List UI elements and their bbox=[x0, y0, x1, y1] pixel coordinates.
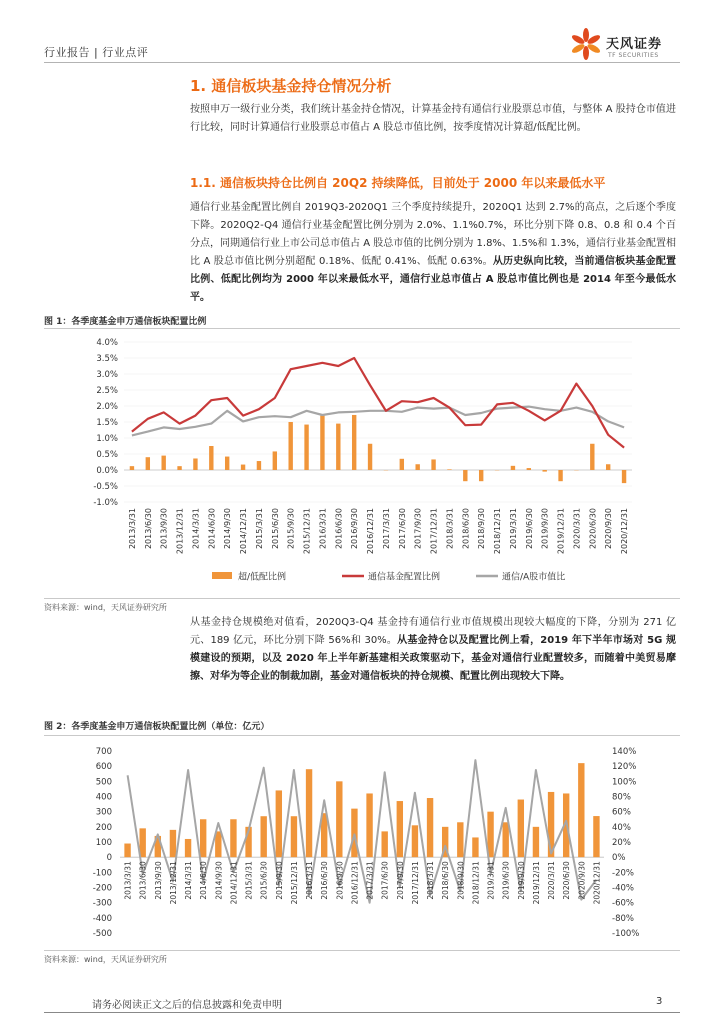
header-divider bbox=[44, 62, 680, 63]
y-left-tick-label: 0 bbox=[106, 853, 112, 864]
bar-fund-holding bbox=[427, 798, 433, 857]
section-intro: 按照申万一级行业分类，我们统计基金持仓情况，计算基金持有通信行业股票总市值，与整体 A 股持仓市值进行比较，同时计算通信行业股票总市值占 A 股总市值比例，按季度情况计算超/低配比例。 bbox=[190, 104, 676, 133]
x-tick-label: 2014/3/31 bbox=[184, 861, 194, 900]
bar-fund-holding bbox=[230, 819, 236, 857]
x-tick-label: 2018/12/31 bbox=[493, 508, 503, 555]
x-tick-label: 2014/6/30 bbox=[199, 861, 209, 900]
y-right-tick-label: -20% bbox=[612, 868, 634, 879]
legend-label: 超/低配比例 bbox=[238, 572, 287, 583]
x-tick-label: 2018/6/30 bbox=[441, 861, 451, 900]
bar-fund-holding bbox=[124, 844, 130, 858]
bar-overweight bbox=[415, 464, 419, 470]
bar-fund-holding bbox=[472, 837, 478, 857]
x-tick-label: 2016/3/31 bbox=[318, 508, 328, 550]
bar-fund-holding bbox=[412, 825, 418, 857]
bar-overweight bbox=[225, 457, 229, 470]
x-tick-label: 2016/6/30 bbox=[334, 508, 344, 550]
bar-overweight bbox=[622, 470, 626, 483]
x-tick-label: 2019/3/31 bbox=[508, 508, 518, 550]
x-tick-label: 2016/9/30 bbox=[335, 861, 345, 900]
y-left-tick-label: 500 bbox=[95, 777, 112, 788]
x-tick-label: 2020/6/30 bbox=[562, 861, 572, 900]
bar-fund-holding bbox=[291, 816, 297, 857]
x-tick-label: 2016/9/30 bbox=[350, 508, 360, 550]
x-tick-label: 2016/3/31 bbox=[305, 861, 315, 900]
bar-overweight bbox=[273, 451, 277, 470]
bar-overweight bbox=[352, 415, 356, 470]
y-right-tick-label: 0% bbox=[612, 853, 626, 864]
bar-fund-holding bbox=[170, 830, 176, 857]
page-number: 3 bbox=[656, 996, 663, 1007]
bar-overweight bbox=[304, 425, 308, 470]
legend-label: 通信基金配置比例 bbox=[368, 572, 441, 583]
paragraph-normal: 从基金持仓规模绝对值看，2020Q3-Q4 基金持有通信行业市值规模出现较大幅度的下降，分别为 271 亿元、189 亿元，环比分别下降 56%和 30%。 bbox=[190, 617, 676, 646]
bar-fund-holding bbox=[185, 839, 191, 857]
x-tick-label: 2019/6/30 bbox=[501, 861, 511, 900]
y-tick-label: 0.5% bbox=[96, 450, 118, 460]
y-tick-label: 1.5% bbox=[96, 418, 118, 428]
x-tick-label: 2015/12/31 bbox=[289, 861, 299, 905]
bar-overweight bbox=[320, 416, 324, 470]
x-tick-label: 2017/12/31 bbox=[429, 508, 439, 555]
x-tick-label: 2017/3/31 bbox=[365, 861, 375, 900]
bar-fund-holding bbox=[260, 816, 266, 857]
x-tick-label: 2018/3/31 bbox=[445, 508, 455, 550]
figure1-top-rule bbox=[44, 328, 680, 329]
x-tick-label: 2017/12/31 bbox=[410, 861, 420, 905]
bar-fund-holding bbox=[351, 809, 357, 858]
y-left-tick-label: -500 bbox=[92, 929, 112, 939]
x-tick-label: 2013/12/31 bbox=[168, 861, 178, 905]
x-tick-label: 2020/12/31 bbox=[620, 508, 630, 555]
x-tick-label: 2014/9/30 bbox=[214, 861, 224, 900]
figure2-title: 图 2：各季度基金申万通信板块配置比例（单位：亿元） bbox=[44, 722, 270, 732]
figure2-bottom-rule bbox=[44, 950, 680, 951]
figure1-chart bbox=[44, 330, 680, 598]
report-category: 行业报告 | 行业点评 bbox=[44, 46, 149, 59]
x-tick-label: 2020/3/31 bbox=[547, 861, 557, 900]
y-left-tick-label: -400 bbox=[92, 913, 112, 924]
bar-overweight bbox=[257, 461, 261, 470]
section-title: 1. 通信板块基金持仓情况分析 bbox=[190, 77, 392, 95]
logo-english: TF SECURITIES bbox=[608, 52, 659, 59]
x-tick-label: 2017/9/30 bbox=[413, 508, 423, 550]
x-tick-label: 2020/9/30 bbox=[604, 508, 614, 550]
y-tick-label: 2.5% bbox=[96, 386, 118, 396]
x-tick-label: 2015/12/31 bbox=[302, 508, 312, 555]
y-tick-label: 4.0% bbox=[96, 338, 118, 348]
y-tick-label: -1.0% bbox=[93, 498, 118, 508]
x-tick-label: 2019/6/30 bbox=[524, 508, 534, 550]
y-left-tick-label: -200 bbox=[92, 883, 112, 894]
y-tick-label: 2.0% bbox=[96, 402, 118, 412]
y-right-tick-label: 100% bbox=[612, 777, 637, 788]
bar-fund-holding bbox=[397, 801, 403, 857]
bar-overweight bbox=[288, 422, 292, 470]
y-tick-label: 1.0% bbox=[96, 434, 118, 444]
bar-overweight bbox=[606, 464, 610, 470]
y-right-tick-label: 120% bbox=[612, 762, 637, 773]
x-tick-label: 2013/6/30 bbox=[143, 508, 153, 550]
bar-fund-holding bbox=[276, 790, 282, 857]
footer-disclaimer: 请务必阅读正文之后的信息披露和免责申明 bbox=[92, 1000, 282, 1011]
x-tick-label: 2018/9/30 bbox=[477, 508, 487, 550]
legend-swatch bbox=[212, 572, 232, 579]
bar-fund-holding bbox=[533, 827, 539, 857]
y-tick-label: -0.5% bbox=[93, 482, 118, 492]
x-tick-label: 2017/6/30 bbox=[380, 861, 390, 900]
y-right-tick-label: 60% bbox=[612, 807, 631, 818]
x-tick-label: 2013/9/30 bbox=[153, 861, 163, 900]
bar-fund-holding bbox=[200, 819, 206, 857]
bar-overweight bbox=[527, 468, 531, 470]
figure2-top-rule bbox=[44, 735, 680, 736]
x-tick-label: 2018/6/30 bbox=[461, 508, 471, 550]
x-tick-label: 2020/9/30 bbox=[577, 861, 587, 900]
bar-overweight bbox=[368, 444, 372, 470]
y-left-tick-label: -100 bbox=[92, 868, 112, 879]
y-right-tick-label: 80% bbox=[612, 792, 631, 803]
x-tick-label: 2015/3/31 bbox=[254, 508, 264, 550]
bar-overweight bbox=[447, 469, 451, 470]
y-left-tick-label: 600 bbox=[95, 762, 112, 773]
bar-overweight bbox=[130, 466, 134, 470]
logo-name: 天风证券 bbox=[606, 37, 663, 52]
y-right-tick-label: -80% bbox=[612, 913, 634, 924]
figure2-chart bbox=[44, 737, 680, 947]
y-left-tick-label: 700 bbox=[95, 747, 112, 757]
y-right-tick-label: 140% bbox=[612, 747, 637, 757]
line-market-cap-ratio bbox=[132, 407, 624, 436]
bar-overweight bbox=[558, 470, 562, 481]
x-tick-label: 2019/3/31 bbox=[486, 861, 496, 900]
x-tick-label: 2020/12/31 bbox=[592, 861, 602, 905]
x-tick-label: 2015/3/31 bbox=[244, 861, 254, 900]
paragraph-bold: 从基金持仓以及配置比例上看，2019 年下半年市场对 5G 规模建设的预期，以及 2020 年上半年新基建相关政策驱动下，基金对通信行业配置较多，而随着中美贸易摩擦、对华为等企业的制裁加剧，基金对通信板块的持仓规模、配置比例出现较大下降。 bbox=[190, 635, 676, 682]
y-tick-label: 0.0% bbox=[96, 466, 118, 476]
bar-fund-holding bbox=[381, 831, 387, 857]
bar-fund-holding bbox=[593, 816, 599, 857]
x-tick-label: 2017/6/30 bbox=[397, 508, 407, 550]
line-qoq-change bbox=[128, 760, 597, 903]
bar-overweight bbox=[241, 465, 245, 470]
x-tick-label: 2016/12/31 bbox=[350, 861, 360, 905]
y-left-tick-label: 300 bbox=[95, 807, 112, 818]
x-tick-label: 2015/9/30 bbox=[286, 508, 296, 550]
x-tick-label: 2016/6/30 bbox=[320, 861, 330, 900]
bar-fund-holding bbox=[578, 763, 584, 857]
y-left-tick-label: 200 bbox=[95, 822, 112, 833]
bar-fund-holding bbox=[366, 793, 372, 857]
x-tick-label: 2014/12/31 bbox=[229, 861, 239, 905]
subsection-title: 1.1. 通信板块持仓比例自 20Q2 持续降低，目前处于 2000 年以来最低水平 bbox=[190, 176, 606, 190]
y-right-tick-label: -100% bbox=[612, 929, 640, 939]
x-tick-label: 2013/3/31 bbox=[123, 861, 133, 900]
y-tick-label: 3.0% bbox=[96, 370, 118, 380]
x-tick-label: 2015/9/30 bbox=[274, 861, 284, 900]
x-tick-label: 2019/9/30 bbox=[516, 861, 526, 900]
x-tick-label: 2015/6/30 bbox=[259, 861, 269, 900]
bar-overweight bbox=[193, 458, 197, 470]
figure1-title: 图 1：各季度基金申万通信板块配置比例 bbox=[44, 317, 207, 327]
x-tick-label: 2017/3/31 bbox=[381, 508, 391, 550]
x-tick-label: 2017/9/30 bbox=[395, 861, 405, 900]
bar-overweight bbox=[463, 470, 467, 481]
y-left-tick-label: 100 bbox=[95, 838, 112, 848]
x-tick-label: 2016/12/31 bbox=[366, 508, 376, 555]
subsection-paragraph bbox=[190, 199, 676, 307]
y-tick-label: 3.5% bbox=[96, 354, 118, 364]
line-fund-allocation bbox=[132, 358, 624, 448]
x-tick-label: 2020/6/30 bbox=[588, 508, 598, 550]
bar-overweight bbox=[590, 444, 594, 470]
x-tick-label: 2014/3/31 bbox=[191, 508, 201, 550]
y-right-tick-label: -40% bbox=[612, 883, 634, 894]
x-tick-label: 2020/3/31 bbox=[572, 508, 582, 550]
bar-overweight bbox=[161, 456, 165, 470]
paragraph-normal: 通信行业基金配置比例自 2019Q3-2020Q1 三个季度持续提升，2020Q1 达到 2.7%的高点，之后逐个季度下降。2020Q2-Q4 通信行业基金配置比例分别为 2.0%、1.1%0.7%，环比分别下降 0.8、0.8 和 0.4 个百分点，同期通信行业上市公司总市值占 A 股总市值的比例分别为 1.8%、1.5%和 1.3%，通信行业基金配置相比 A 股总市值比例分别超配 0.18%、低配 0.41%、低配 0.63%。 bbox=[190, 202, 676, 267]
y-left-tick-label: -300 bbox=[92, 898, 112, 909]
x-tick-label: 2018/3/31 bbox=[426, 861, 436, 900]
x-tick-label: 2013/12/31 bbox=[175, 508, 185, 555]
x-tick-label: 2013/6/30 bbox=[138, 861, 148, 900]
figure2-source: 资料来源：wind，天风证券研究所 bbox=[44, 955, 167, 964]
x-tick-label: 2014/6/30 bbox=[207, 508, 217, 550]
x-tick-label: 2018/9/30 bbox=[456, 861, 466, 900]
y-right-tick-label: 20% bbox=[612, 838, 631, 848]
bar-overweight bbox=[146, 457, 150, 470]
paragraph-bold: 从历史纵向比较，当前通信板块基金配置比例、低配比例均为 2000 年以来最低水平，通信行业总市值占 A 股总市值比例也是 2014 年至今最低水平。 bbox=[190, 256, 677, 303]
x-tick-label: 2014/12/31 bbox=[239, 508, 249, 555]
x-tick-label: 2013/3/31 bbox=[127, 508, 137, 550]
x-tick-label: 2019/9/30 bbox=[540, 508, 550, 550]
y-right-tick-label: 40% bbox=[612, 822, 631, 833]
legend-label: 通信/A股市值比 bbox=[502, 572, 566, 583]
y-right-tick-label: -60% bbox=[612, 898, 634, 909]
y-left-tick-label: 400 bbox=[95, 792, 112, 803]
bar-overweight bbox=[177, 466, 181, 470]
bar-overweight bbox=[400, 459, 404, 470]
x-tick-label: 2019/12/31 bbox=[531, 861, 541, 905]
figure1-bottom-rule bbox=[44, 598, 680, 599]
bar-overweight bbox=[336, 424, 340, 470]
bar-fund-holding bbox=[457, 822, 463, 857]
figure1-source: 资料来源：wind，天风证券研究所 bbox=[44, 603, 167, 612]
bar-fund-holding bbox=[336, 781, 342, 857]
x-tick-label: 2013/9/30 bbox=[159, 508, 169, 550]
footer-divider bbox=[44, 1012, 680, 1013]
x-tick-label: 2018/12/31 bbox=[471, 861, 481, 905]
bar-overweight bbox=[542, 470, 546, 472]
bar-overweight bbox=[479, 470, 483, 481]
bar-fund-holding bbox=[518, 800, 524, 858]
holding-paragraph bbox=[190, 614, 676, 686]
bar-overweight bbox=[431, 459, 435, 470]
x-tick-label: 2014/9/30 bbox=[223, 508, 233, 550]
bar-fund-holding bbox=[306, 769, 312, 857]
bar-overweight bbox=[209, 446, 213, 470]
x-tick-label: 2015/6/30 bbox=[270, 508, 280, 550]
x-tick-label: 2019/12/31 bbox=[556, 508, 566, 555]
bar-overweight bbox=[511, 466, 515, 470]
bar-fund-holding bbox=[502, 822, 508, 857]
